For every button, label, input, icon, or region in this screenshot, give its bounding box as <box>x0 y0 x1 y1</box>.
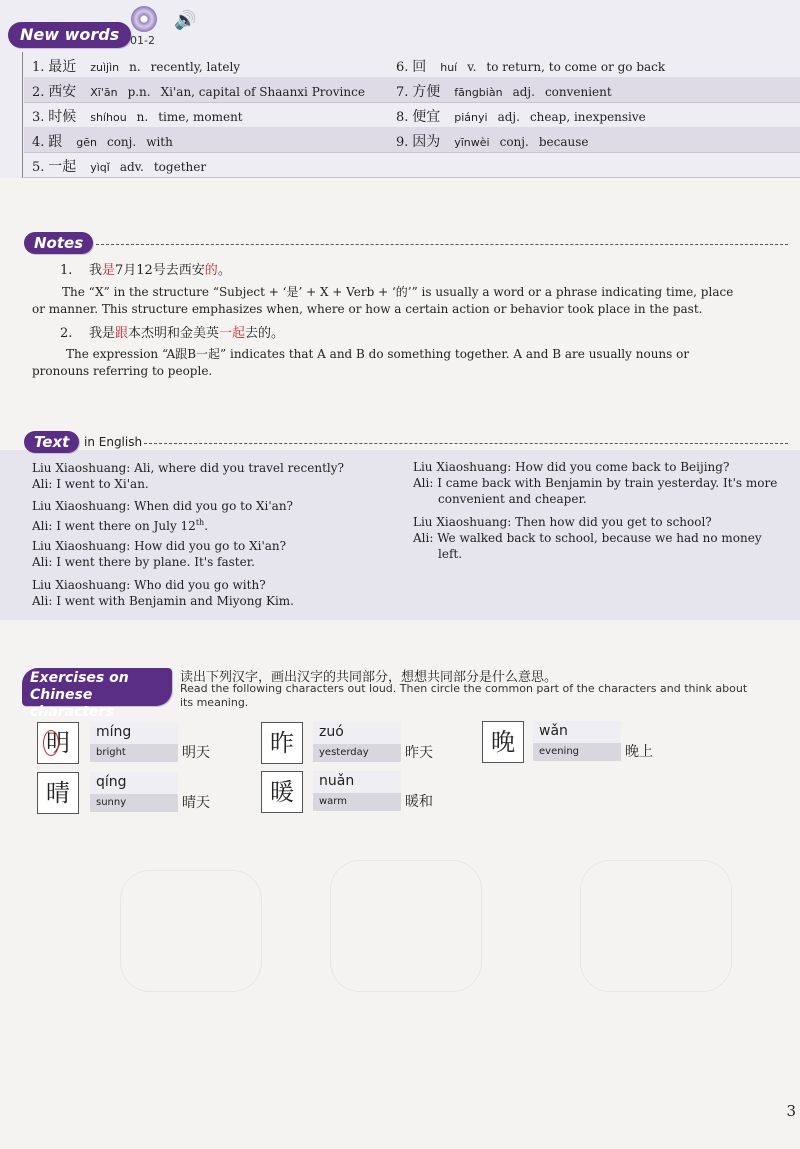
dialogue-line: Liu Xiaoshuang: When did you go to Xi'an? <box>32 499 293 513</box>
character-box: 晚 <box>482 721 524 763</box>
character-box: 明 <box>37 722 79 764</box>
character-card: nuǎn warm 暖和 <box>313 771 423 811</box>
dialogue-line: Ali: I went to Xi'an. <box>32 477 149 491</box>
dialogue-line: left. <box>438 547 463 561</box>
vocab-row <box>24 152 800 178</box>
text-heading: Text <box>24 431 79 453</box>
circle-mark <box>43 730 59 756</box>
dialogue-line: Ali: I went with Benjamin and Miyong Kim. <box>32 594 294 608</box>
note-1-example: 1. 我是7月12号去西安的。 <box>60 263 231 278</box>
character-box: 晴 <box>37 772 79 814</box>
show-through-illustration <box>120 870 262 992</box>
page-number: 3 <box>786 1102 796 1120</box>
dashed-rule <box>96 244 788 245</box>
vocab-item-8: 8. 便宜 piányi adj. cheap, inexpensive <box>396 109 646 125</box>
dialogue-line: Liu Xiaoshuang: Who did you go with? <box>32 578 266 592</box>
vocab-row <box>24 127 800 153</box>
new-words-heading: New words <box>8 22 131 48</box>
dialogue-line: Ali: I came back with Benjamin by train yesterday. It's more <box>413 476 778 490</box>
dialogue-line: Ali: I went there on July 12th. <box>32 518 209 533</box>
notes-heading: Notes <box>24 232 93 254</box>
vocab-row <box>24 52 800 78</box>
character-box: 昨 <box>261 722 303 764</box>
dialogue-line: Liu Xiaoshuang: How did you go to Xi'an? <box>32 539 287 553</box>
dashed-rule <box>144 443 788 444</box>
character-box: 暖 <box>261 771 303 813</box>
character-card: qíng sunny 晴天 <box>90 772 200 812</box>
instruction-chinese: 读出下列汉字，画出汉字的共同部分，想想共同部分是什么意思。 <box>180 670 558 685</box>
vocab-item-3: 3. 时候 shíhou n. time, moment <box>32 109 243 125</box>
dialogue-line: Liu Xiaoshuang: Ali, where did you travel recently? <box>32 461 344 475</box>
audio-track-label: 01-2 <box>130 34 155 47</box>
note-2-example: 2. 我是跟本杰明和金美英一起去的。 <box>60 326 285 341</box>
character-card: wǎn evening 晚上 <box>533 721 643 761</box>
character-card: zuó yesterday 昨天 <box>313 722 423 762</box>
note-1-explanation: The “X” in the structure “Subject + ‘是’ + X + Verb + ‘的’” is usually a word or a phrase indicating time, place or manner. This structure emphasizes when, where or how a certain action or behavior took place in the past. <box>32 285 734 316</box>
dialogue-line: Liu Xiaoshuang: How did you come back to Beijing? <box>413 460 730 474</box>
dialogue-line: Ali: I went there by plane. It's faster. <box>32 555 255 569</box>
vocab-item-2: 2. 西安 Xī'ān p.n. Xi'an, capital of Shaanxi Province <box>32 84 365 100</box>
speaker-icon[interactable]: 🔊 <box>174 10 197 31</box>
show-through-illustration <box>330 860 482 992</box>
dialogue-line: Liu Xiaoshuang: Then how did you get to school? <box>413 515 712 529</box>
audio-cd-icon[interactable] <box>131 6 157 32</box>
divider <box>22 52 23 178</box>
character-card: míng bright 明天 <box>90 722 200 762</box>
text-subheading: in English <box>84 435 143 449</box>
instruction-english: Read the following characters out loud. Then circle the common part of the characters and think about its meaning. <box>180 682 748 709</box>
exercises-heading: Exercises on Chinese characters <box>22 668 172 706</box>
vocab-item-4: 4. 跟 gēn conj. with <box>32 134 173 150</box>
dialogue-line: Ali: We walked back to school, because we had no money <box>413 531 762 545</box>
note-2-explanation: The expression “A跟B一起” indicates that A and B do something together. A and B are usually nouns or pronouns referring to people. <box>32 347 690 378</box>
vocab-item-6: 6. 回 huí v. to return, to come or go back <box>396 59 666 75</box>
vocab-item-5: 5. 一起 yìqǐ adv. together <box>32 159 207 175</box>
vocab-item-1: 1. 最近 zuìjìn n. recently, lately <box>32 59 241 75</box>
show-through-illustration <box>580 860 732 992</box>
dialogue-line: convenient and cheaper. <box>438 492 587 506</box>
vocab-row <box>24 77 800 103</box>
vocab-item-9: 9. 因为 yīnwèi conj. because <box>396 134 589 150</box>
vocab-row <box>24 102 800 128</box>
vocab-item-7: 7. 方便 fāngbiàn adj. convenient <box>396 84 612 100</box>
